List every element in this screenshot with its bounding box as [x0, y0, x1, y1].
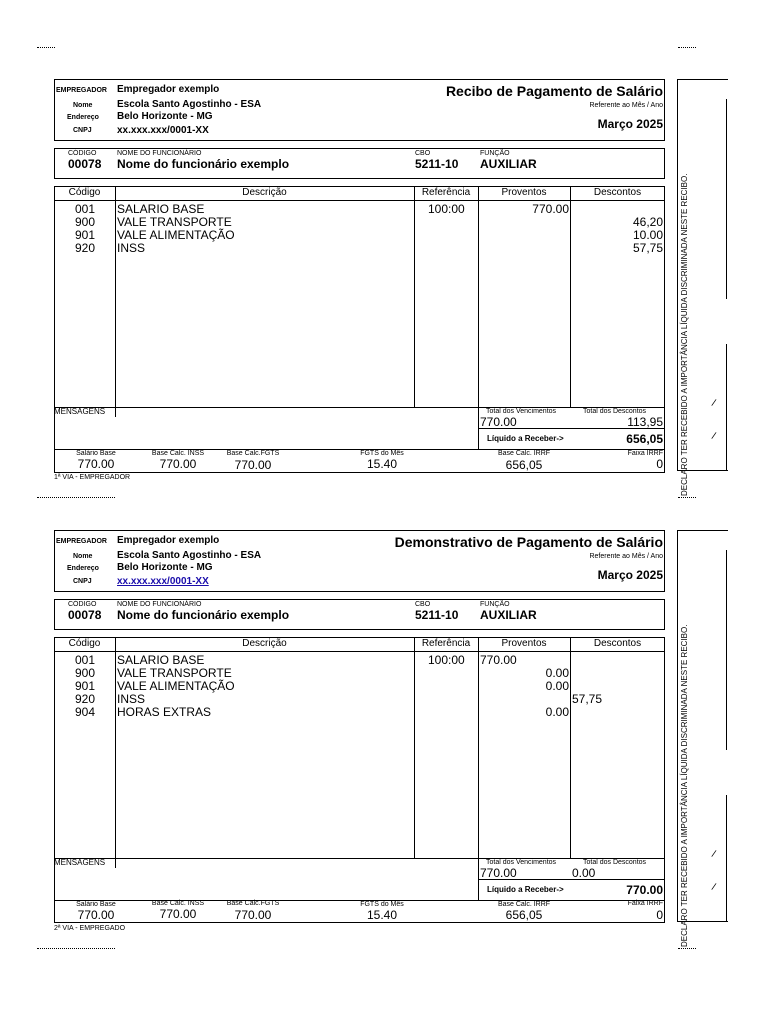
base-fgts-label: Base Calc.FGTS — [226, 450, 280, 457]
table-row-code: 901 — [75, 228, 96, 242]
company-address: Belo Horizonte - MG — [117, 111, 213, 122]
receipt-2 — [0, 451, 768, 947]
fgts-mes-label: FGTS do Mês — [360, 450, 404, 457]
employee-code-label: CÓDIGO — [68, 601, 97, 608]
faixa-irrf: 0 — [656, 908, 663, 922]
total-descontos-label: Total dos Descontos — [583, 859, 647, 866]
col-divider — [414, 186, 415, 407]
faixa-irrf: 0 — [656, 457, 663, 471]
employee-name-label: NOME DO FUNCIONÁRIO — [117, 150, 202, 157]
nome-label: Nome — [73, 102, 93, 109]
declaration-text: DECLARO TER RECEBIDO A IMPORTÂNCIA LÍQUIDA DISCRIMINADA NESTE RECIBO. — [680, 624, 689, 947]
fgts-mes: 15.40 — [366, 908, 398, 922]
table-row-code: 901 — [75, 679, 96, 693]
table-row-code: 900 — [75, 215, 96, 229]
nome-label: Nome — [73, 553, 93, 560]
total-descontos: 0.00 — [572, 866, 596, 880]
employer-label: EMPREGADOR — [56, 538, 107, 545]
total-descontos: 113,95 — [627, 415, 663, 429]
employer-name: Empregador exemplo — [117, 535, 220, 546]
base-irrf-label: Base Calc. IRRF — [497, 901, 551, 908]
salario-base: 770.00 — [77, 457, 115, 471]
col-header-descricao: Descrição — [242, 638, 287, 649]
fgts-mes-label: FGTS do Mês — [360, 901, 404, 908]
base-inss: 770.00 — [159, 457, 197, 471]
funcao-label: FUNÇÃO — [480, 150, 510, 157]
col-header-referencia: Referência — [421, 638, 471, 649]
total-vencimentos-label: Total dos Vencimentos — [486, 408, 557, 415]
table-row-provento: 0.00 — [545, 705, 569, 719]
base-fgts: 770.00 — [234, 908, 272, 922]
col-header-descontos: Descontos — [593, 187, 642, 198]
table-row-provento: 770.00 — [532, 202, 569, 216]
cbo-value: 5211-10 — [415, 608, 459, 622]
col-divider — [570, 186, 571, 407]
col-divider — [478, 186, 479, 449]
table-row-code: 904 — [75, 705, 96, 719]
employee-name: Nome do funcionário exemplo — [117, 157, 290, 171]
cbo-label: CBO — [415, 150, 431, 157]
table-row-code: 001 — [75, 202, 96, 216]
employer-name: Empregador exemplo — [117, 84, 220, 95]
employee-code: 00078 — [68, 157, 102, 171]
table-row-desconto: 57,75 — [572, 692, 603, 706]
document-title: Recibo de Pagamento de Salário — [445, 83, 663, 99]
base-irrf-label: Base Calc. IRRF — [497, 450, 551, 457]
col-header-codigo: Código — [68, 187, 101, 198]
declaration-text: DECLARO TER RECEBIDO A IMPORTÂNCIA LÍQUIDA DISCRIMINADA NESTE RECIBO. — [680, 173, 689, 496]
via-label: 1ª VIA - EMPREGADOR — [54, 474, 131, 481]
table-row-desc: VALE TRANSPORTE — [117, 666, 232, 680]
table-row-ref: 100:00 — [428, 653, 465, 667]
date-slash: / — [710, 430, 717, 443]
signature-line — [726, 550, 727, 750]
signature-line — [726, 99, 727, 299]
base-fgts: 770.00 — [234, 458, 272, 472]
funcao-label: FUNÇÃO — [480, 601, 510, 608]
table-row-desc: VALE TRANSPORTE — [117, 215, 232, 229]
mensagens-divider — [54, 858, 665, 859]
cut-mark-bottom-right — [678, 948, 696, 949]
table-row-desc: VALE ALIMENTAÇÃO — [117, 679, 235, 693]
col-header-proventos: Proventos — [501, 638, 547, 649]
table-header-divider — [54, 200, 665, 201]
receipt-1 — [0, 0, 768, 496]
endereco-label: Endereço — [67, 565, 99, 572]
col-divider — [115, 637, 116, 868]
table-row-provento: 770.00 — [480, 653, 517, 667]
period: Março 2025 — [597, 117, 663, 131]
funcao-value: AUXILIAR — [480, 157, 537, 171]
table-row-provento: 0.00 — [545, 666, 569, 680]
salario-base: 770.00 — [77, 908, 115, 922]
company-name: Escola Santo Agostinho - ESA — [117, 550, 262, 561]
table-row-code: 920 — [75, 241, 96, 255]
fgts-mes: 15.40 — [366, 457, 398, 471]
referente-label: Referente ao Mês / Ano — [589, 553, 663, 560]
base-inss-label: Base Calc. INSS — [151, 900, 205, 907]
employer-label: EMPREGADOR — [56, 87, 107, 94]
base-irrf: 656,05 — [505, 458, 543, 472]
mensagens-label: MENSAGENS — [54, 407, 106, 416]
table-row-desc: VALE ALIMENTAÇÃO — [117, 228, 235, 242]
employee-code-label: CÓDIGO — [68, 150, 97, 157]
total-vencimentos: 770.00 — [480, 866, 517, 880]
base-inss: 770.00 — [159, 907, 197, 921]
total-vencimentos-label: Total dos Vencimentos — [486, 859, 557, 866]
cbo-value: 5211-10 — [415, 157, 459, 171]
mensagens-label: MENSAGENS — [54, 858, 106, 867]
employee-name: Nome do funcionário exemplo — [117, 608, 290, 622]
table-row-desc: INSS — [117, 241, 146, 255]
salario-base-label: Salário Base — [76, 901, 116, 908]
date-slash: / — [710, 881, 717, 894]
table-row-ref: 100:00 — [428, 202, 465, 216]
total-vencimentos: 770.00 — [480, 415, 517, 429]
company-address: Belo Horizonte - MG — [117, 562, 213, 573]
col-header-descontos: Descontos — [593, 638, 642, 649]
table-row-desconto: 10.00 — [632, 228, 663, 242]
col-header-descricao: Descrição — [242, 187, 287, 198]
salario-base-label: Salário Base — [76, 450, 116, 457]
total-descontos-label: Total dos Descontos — [583, 408, 647, 415]
employee-name-label: NOME DO FUNCIONÁRIO — [117, 601, 202, 608]
cnpj-label: CNPJ — [73, 127, 92, 134]
company-cnpj: xx.xxx.xxx/0001-XX — [117, 125, 209, 136]
cnpj-label: CNPJ — [73, 578, 92, 585]
employee-code: 00078 — [68, 608, 102, 622]
table-row-desc: SALARIO BASE — [117, 202, 205, 216]
referente-label: Referente ao Mês / Ano — [589, 102, 663, 109]
base-irrf: 656,05 — [505, 908, 543, 922]
table-row-desc: INSS — [117, 692, 146, 706]
col-divider — [478, 637, 479, 900]
date-slash: / — [710, 848, 717, 861]
table-row-desconto: 57,75 — [632, 241, 663, 255]
cut-mark-bottom-left — [37, 948, 115, 949]
col-header-referencia: Referência — [421, 187, 471, 198]
table-row-provento: 0.00 — [545, 679, 569, 693]
liquido-label: Líquido a Receber-> — [487, 434, 564, 443]
table-row-code: 900 — [75, 666, 96, 680]
funcao-value: AUXILIAR — [480, 608, 537, 622]
via-label: 2ª VIA - EMPREGADO — [54, 925, 126, 932]
table-row-code: 001 — [75, 653, 96, 667]
date-slash: / — [710, 397, 717, 410]
endereco-label: Endereço — [67, 114, 99, 121]
base-inss-label: Base Calc. INSS — [151, 450, 205, 457]
col-divider — [570, 637, 571, 858]
document-title: Demonstrativo de Pagamento de Salário — [394, 534, 663, 550]
base-fgts-label: Base Calc.FGTS — [226, 900, 280, 907]
signature-line — [726, 795, 727, 922]
liquido-value: 656,05 — [626, 432, 663, 446]
table-row-desc: SALARIO BASE — [117, 653, 205, 667]
faixa-irrf-label: Faixa IRRF — [627, 450, 663, 457]
liquido-value: 770.00 — [626, 883, 663, 897]
table-header-divider — [54, 651, 665, 652]
faixa-irrf-label: Faixa IRRF — [627, 900, 663, 907]
col-divider — [115, 186, 116, 417]
cbo-label: CBO — [415, 601, 431, 608]
liquido-label: Líquido a Receber-> — [487, 885, 564, 894]
company-name: Escola Santo Agostinho - ESA — [117, 99, 262, 110]
table-row-desc: HORAS EXTRAS — [117, 705, 212, 719]
col-header-codigo: Código — [68, 638, 101, 649]
table-row-code: 920 — [75, 692, 96, 706]
col-divider — [414, 637, 415, 858]
mensagens-divider — [54, 407, 665, 408]
col-header-proventos: Proventos — [501, 187, 547, 198]
period: Março 2025 — [597, 568, 663, 582]
company-cnpj-link[interactable]: xx.xxx.xxx/0001-XX — [117, 576, 209, 587]
table-row-desconto: 46,20 — [632, 215, 663, 229]
